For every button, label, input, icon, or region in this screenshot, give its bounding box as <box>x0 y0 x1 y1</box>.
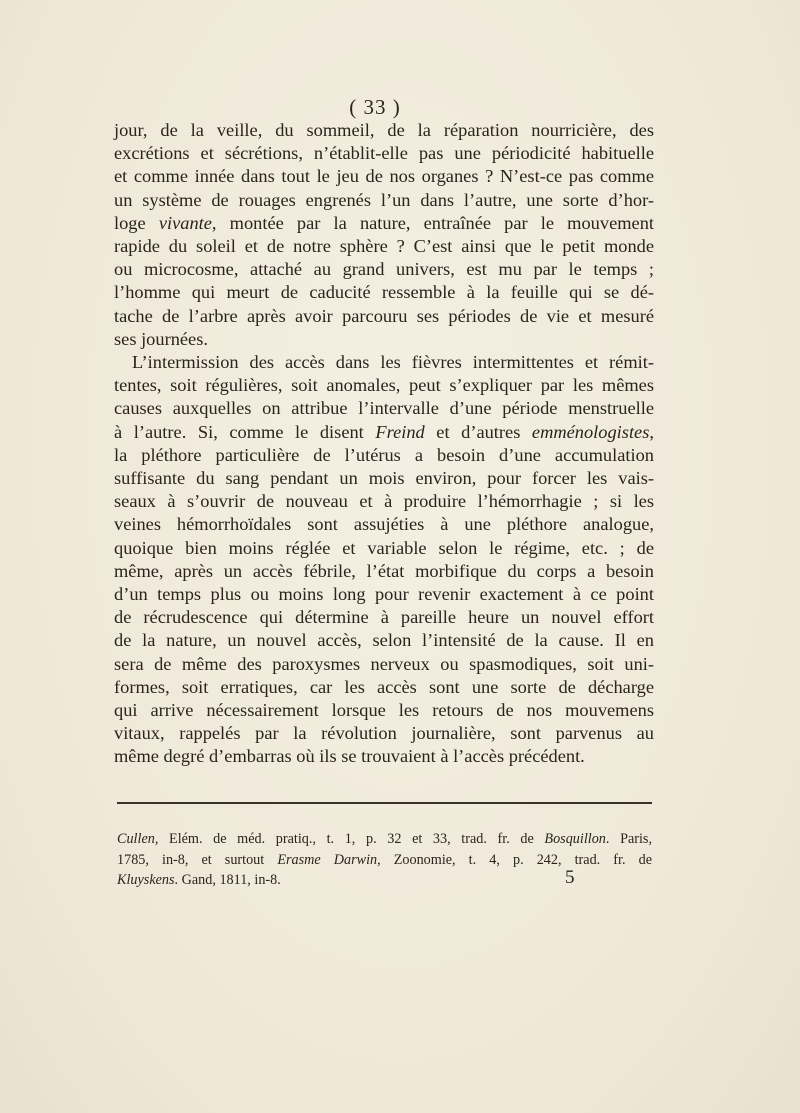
text-line: formes, soit erratiques, car les accès sont une sorte de décharge <box>114 676 654 697</box>
footnote-divider <box>117 802 652 804</box>
text-line: de la nature, un nouvel accès, selon l’intensité de la cause. Il en <box>114 630 654 651</box>
text-line: quoique bien moins réglée et variable selon le régime, etc. ; de <box>114 537 654 558</box>
body-text <box>114 119 654 769</box>
text-line: suffisante du sang pendant un mois environ, pour forcer les vais- <box>114 468 654 489</box>
text-line: ou microcosme, attaché au grand univers, est mu par le temps ; <box>114 259 654 280</box>
page-number: ( 33 ) <box>349 95 401 119</box>
text-line: seaux à s’ouvrir de nouveau et à produire l’hémorrhagie ; si les <box>114 491 654 512</box>
text-line: jour, de la veille, du sommeil, de la réparation nourricière, des <box>114 120 654 140</box>
text-line: la pléthore particulière de l’utérus a besoin d’une accumulation <box>114 444 654 465</box>
text-line: vitaux, rappelés par la révolution journalière, sont parvenus au <box>114 723 654 744</box>
signature-mark: 5 <box>565 867 575 888</box>
text-line: à l’autre. Si, comme le disent Freind et d’autres emménologistes, <box>114 421 654 442</box>
text-line: un système de rouages engrenés l’un dans l’autre, une sorte d’hor- <box>114 189 654 210</box>
footnote-line: Kluyskens. Gand, 1811, in-8. <box>117 872 281 888</box>
text-line: d’un temps plus ou moins long pour revenir exactement à ce point <box>114 584 654 605</box>
text-line: loge vivante, montée par la nature, entraînée par le mouvement <box>114 212 655 233</box>
text-line: sera de même des paroxysmes nerveux ou spasmodiques, soit uni- <box>114 653 654 674</box>
text-line: même, après un accès fébrile, l’état morbifique du corps a besoin <box>114 560 654 581</box>
text-line: excrétions et sécrétions, n’établit-elle pas une périodicité habituelle <box>114 143 654 164</box>
text-line: tache de l’arbre après avoir parcouru ses périodes de vie et mesuré <box>114 305 654 326</box>
text-line: l’homme qui meurt de caducité ressemble à la feuille qui se dé- <box>114 282 654 303</box>
text-line: causes auxquelles on attribue l’intervalle d’une période menstruelle <box>114 398 654 419</box>
text-line: L’intermission des accès dans les fièvres intermittentes et rémit- <box>132 352 654 373</box>
text-line: tentes, soit régulières, soit anomales, peut s’expliquer par les mêmes <box>114 375 654 396</box>
text-line: rapide du soleil et de notre sphère ? C’est ainsi que le petit monde <box>114 236 654 257</box>
text-line: et comme innée dans tout le jeu de nos organes ? N’est-ce pas comme <box>114 166 654 187</box>
footnote-line: 1785, in-8, et surtout Erasme Darwin, Zoonomie, t. 4, p. 242, trad. fr. de <box>117 851 652 868</box>
text-line: de récrudescence qui détermine à pareille heure un nouvel effort <box>114 607 654 628</box>
text-line: même degré d’embarras où ils se trouvaient à l’accès précédent. <box>114 746 585 767</box>
text-line: qui arrive nécessairement lorsque les retours de nos mouvemens <box>114 700 654 721</box>
text-line: ses journées. <box>114 328 208 349</box>
footnote-line: Cullen, Elém. de méd. pratiq., t. 1, p. 32 et 33, trad. fr. de Bosquillon. Paris, <box>117 831 652 847</box>
text-line: veines hémorrhoïdales sont assujéties à une pléthore analogue, <box>114 514 654 535</box>
